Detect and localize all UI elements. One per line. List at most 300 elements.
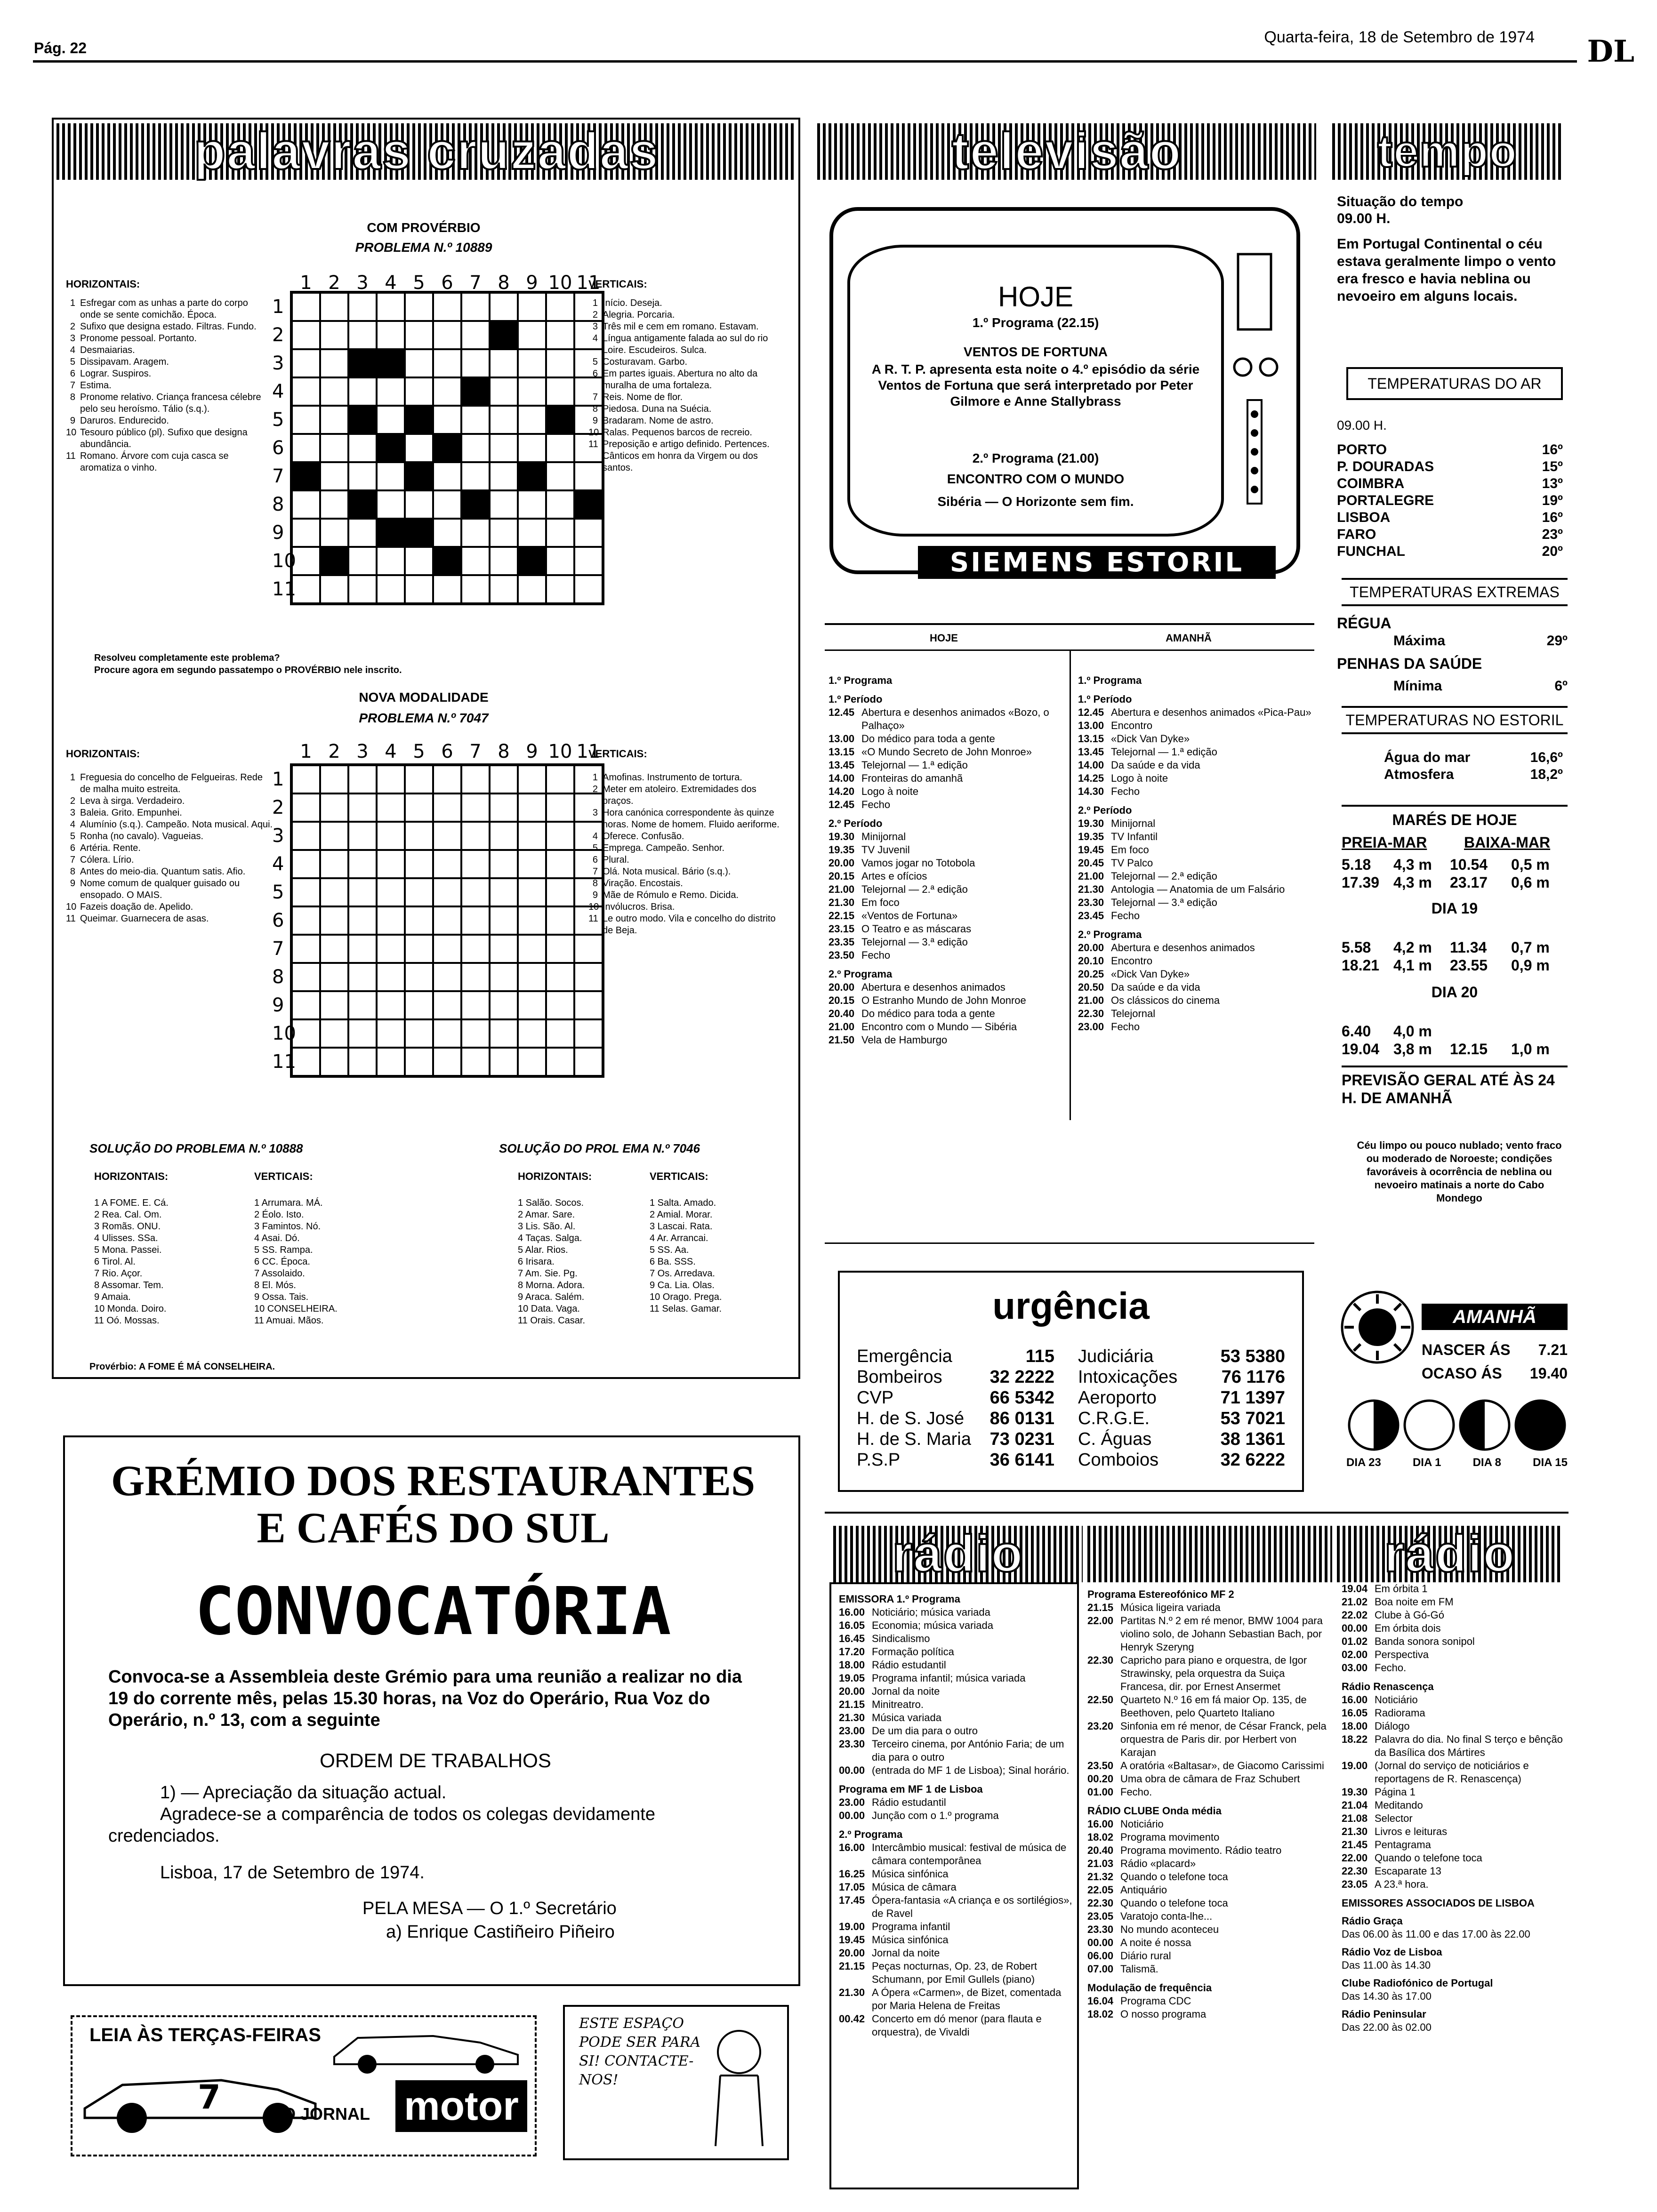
- grid-cell[interactable]: [546, 490, 574, 519]
- grid-cell[interactable]: [320, 406, 348, 434]
- grid-cell[interactable]: [546, 293, 574, 321]
- schedule-item: 19.00 Programa infantil: [839, 1921, 950, 1932]
- grid-cell[interactable]: [405, 575, 433, 603]
- solution-line: 5 Alar. Rios.: [518, 1245, 568, 1255]
- grid-cell[interactable]: [405, 765, 433, 793]
- solution-line: 5 SS. Rampa.: [254, 1245, 313, 1255]
- phone-entry: Intoxicações 76 1176: [1078, 1367, 1285, 1387]
- grid-cell[interactable]: [320, 991, 348, 1019]
- grid-cell[interactable]: [320, 321, 348, 349]
- grid-cell[interactable]: [377, 377, 405, 406]
- grid-cell[interactable]: [546, 765, 574, 793]
- grid-cell[interactable]: [320, 547, 348, 575]
- grid-cell[interactable]: [546, 547, 574, 575]
- grid-cell[interactable]: [405, 906, 433, 935]
- grid-cell[interactable]: [292, 490, 320, 519]
- schedule-heading: 2.º Período: [1078, 804, 1132, 816]
- estoril-agua: Água do mar 16,6º: [1384, 750, 1563, 765]
- grid-cell[interactable]: [518, 490, 546, 519]
- grid-cell[interactable]: [348, 878, 377, 906]
- grid-cell[interactable]: [574, 935, 603, 963]
- grid-cell[interactable]: [292, 293, 320, 321]
- grid-cell[interactable]: [490, 963, 518, 991]
- grid-cell[interactable]: [546, 906, 574, 935]
- solution-line: 10 CONSELHEIRA.: [254, 1304, 338, 1314]
- grid-cell[interactable]: [490, 293, 518, 321]
- grid-cell[interactable]: [292, 406, 320, 434]
- grid-cell[interactable]: [546, 822, 574, 850]
- schedule-item: 20.00 Abertura e desenhos animados: [1078, 942, 1255, 954]
- previsao-rule: [1342, 1066, 1568, 1067]
- grid-cell[interactable]: [320, 575, 348, 603]
- grid-cell[interactable]: [490, 991, 518, 1019]
- grid-cell[interactable]: [518, 1048, 546, 1076]
- grid-cell[interactable]: [433, 490, 461, 519]
- grid-cell[interactable]: [433, 991, 461, 1019]
- grid-cell[interactable]: [292, 462, 320, 490]
- grid-cell[interactable]: [490, 906, 518, 935]
- grid-cell[interactable]: [433, 377, 461, 406]
- estoril-atmosfera: Atmosfera 18,2º: [1384, 767, 1563, 782]
- grid-cell[interactable]: [433, 765, 461, 793]
- grid-cell[interactable]: [405, 1019, 433, 1048]
- grid-cell[interactable]: [320, 850, 348, 878]
- grid-cell[interactable]: [348, 293, 377, 321]
- grid-cell[interactable]: [518, 878, 546, 906]
- grid-cell[interactable]: [518, 519, 546, 547]
- grid-cell[interactable]: [461, 293, 490, 321]
- grid-cell[interactable]: [461, 1048, 490, 1076]
- grid-cell[interactable]: [433, 547, 461, 575]
- grid-cell[interactable]: [518, 434, 546, 462]
- schedule-item: 20.00 Jornal da noite: [839, 1685, 940, 1697]
- grid-cell[interactable]: [433, 293, 461, 321]
- grid-cell[interactable]: [377, 547, 405, 575]
- clue-item: 3 Baleia. Grito. Empunhei.: [70, 808, 182, 818]
- grid-cell[interactable]: [546, 462, 574, 490]
- tide-row: 5.18 4,3 m 10.54 0,5 m: [1342, 856, 1550, 873]
- grid-cell[interactable]: [377, 793, 405, 822]
- grid-cell[interactable]: [433, 935, 461, 963]
- grid-cell[interactable]: [490, 822, 518, 850]
- grid-cell[interactable]: [461, 906, 490, 935]
- schedule-item: 00.42 Concerto em dó menor (para flauta e orquestra), de Vivaldi: [839, 2013, 1042, 2038]
- problem1-verticais: [588, 297, 786, 474]
- grid-cell[interactable]: [546, 1048, 574, 1076]
- grid-cell[interactable]: [405, 434, 433, 462]
- grid-cell[interactable]: [320, 1019, 348, 1048]
- schedule-item: 21.15 Minitreatro.: [839, 1699, 924, 1710]
- grid-cell[interactable]: [348, 406, 377, 434]
- schedule-item: 23.05 A 23.ª hora.: [1342, 1878, 1429, 1890]
- grid-cell[interactable]: [574, 1048, 603, 1076]
- grid-cell[interactable]: [518, 377, 546, 406]
- schedule-item: 22.50 Quarteto N.º 16 em fá maior Op. 135, de Beethoven, pelo Quarteto Italiano: [1087, 1694, 1307, 1719]
- schedule-subheading: Clube Radiofónico de Portugal: [1342, 1977, 1493, 1989]
- solution-line: 4 Ar. Arrancai.: [650, 1233, 708, 1243]
- schedule-item: 23.00 Fecho: [1078, 1021, 1140, 1033]
- grid-cell[interactable]: [433, 321, 461, 349]
- grid-cell[interactable]: [405, 349, 433, 377]
- grid-cell[interactable]: [518, 575, 546, 603]
- grid-cell[interactable]: [377, 765, 405, 793]
- grid-cell[interactable]: [574, 490, 603, 519]
- clue-item: 1 Esfregar com as unhas a parte do corpo onde se sente comichão. Época.: [70, 298, 248, 320]
- temp-ar-time: 09.00 H.: [1337, 418, 1387, 433]
- grid-cell[interactable]: [461, 406, 490, 434]
- grid-cell[interactable]: [546, 935, 574, 963]
- solution-line: 8 El. Mós.: [254, 1280, 296, 1290]
- schedule-item: 22.30 Capricho para piano e orquestra, de Igor Strawinsky, pela orquestra da Suiça Francesa, dir. por Ernest Ansermet: [1087, 1654, 1307, 1692]
- grid-cell[interactable]: [320, 1048, 348, 1076]
- grid-cell[interactable]: [405, 547, 433, 575]
- grid-cell[interactable]: [433, 349, 461, 377]
- grid-cell[interactable]: [320, 519, 348, 547]
- grid-cell[interactable]: [490, 765, 518, 793]
- grid-cell[interactable]: [320, 793, 348, 822]
- grid-cell[interactable]: [490, 434, 518, 462]
- baixa-mar-label: BAIXA-MAR: [1464, 834, 1551, 851]
- clue-item: 7 Reis. Nome de flor.: [592, 392, 683, 402]
- grid-cell[interactable]: [574, 1019, 603, 1048]
- grid-cell[interactable]: [348, 519, 377, 547]
- grid-cell[interactable]: [574, 991, 603, 1019]
- grid-cell[interactable]: [405, 963, 433, 991]
- grid-cell[interactable]: [546, 434, 574, 462]
- grid-cell[interactable]: [292, 963, 320, 991]
- grid-cell[interactable]: [518, 963, 546, 991]
- grid-cell[interactable]: [292, 547, 320, 575]
- grid-cell[interactable]: [433, 793, 461, 822]
- grid-cell[interactable]: [546, 349, 574, 377]
- grid-cell[interactable]: [461, 793, 490, 822]
- gremio-body: Convoca-se a Assembleia deste Grémio para uma reunião a realizar no dia 19 do corrente mês, pelas 15.30 horas, na Voz do Operário, Rua Voz do Operário, n.º 13, com a seguinte: [108, 1667, 742, 1730]
- grid-cell[interactable]: [292, 850, 320, 878]
- solution-line: 9 Ca. Lia. Olas.: [650, 1280, 715, 1290]
- grid-cell[interactable]: [320, 878, 348, 906]
- clue-item: 9 Bradaram. Nome de astro.: [592, 416, 714, 426]
- problem2-grid[interactable]: [290, 763, 604, 1078]
- grid-cell[interactable]: [377, 462, 405, 490]
- grid-cell[interactable]: [518, 822, 546, 850]
- grid-cell[interactable]: [348, 547, 377, 575]
- grid-cell[interactable]: [348, 991, 377, 1019]
- solution1-horizontais: [94, 1197, 245, 1327]
- grid-cell[interactable]: [490, 462, 518, 490]
- grid-cell[interactable]: [292, 793, 320, 822]
- grid-cell[interactable]: [546, 377, 574, 406]
- grid-cell[interactable]: [377, 434, 405, 462]
- grid-cell[interactable]: [320, 490, 348, 519]
- grid-cell[interactable]: [377, 991, 405, 1019]
- grid-cell[interactable]: [518, 850, 546, 878]
- grid-cell[interactable]: [377, 490, 405, 519]
- grid-cell[interactable]: [546, 963, 574, 991]
- grid-cell[interactable]: [348, 793, 377, 822]
- tide-row: 6.40 4,0 m: [1342, 1023, 1432, 1040]
- solution-line: 7 Os. Arredava.: [650, 1268, 715, 1279]
- grid-cell[interactable]: [348, 963, 377, 991]
- grid-cell[interactable]: [490, 547, 518, 575]
- grid-cell[interactable]: [348, 906, 377, 935]
- grid-cell[interactable]: [292, 765, 320, 793]
- grid-cell[interactable]: [320, 434, 348, 462]
- grid-cell[interactable]: [405, 406, 433, 434]
- grid-cell[interactable]: [490, 519, 518, 547]
- solution2-horizontais-label: HORIZONTAIS:: [518, 1170, 592, 1182]
- grid-cell[interactable]: [433, 906, 461, 935]
- grid-cell[interactable]: [461, 547, 490, 575]
- grid-cell[interactable]: [292, 519, 320, 547]
- grid-cell[interactable]: [377, 822, 405, 850]
- clue-item: 8 Antes do meio-dia. Quantum satis. Afio.: [70, 866, 246, 877]
- grid-cell[interactable]: [574, 963, 603, 991]
- schedule-item: 22.00 Quando o telefone toca: [1342, 1852, 1482, 1864]
- grid-cell[interactable]: [518, 547, 546, 575]
- grid-cell[interactable]: [348, 575, 377, 603]
- solution-line: 5 Mona. Passei.: [94, 1245, 162, 1255]
- grid-cell[interactable]: [574, 547, 603, 575]
- grid-cell[interactable]: [490, 1019, 518, 1048]
- grid-cell[interactable]: [348, 321, 377, 349]
- schedule-heading: 2.º Período: [828, 817, 883, 829]
- grid-cell[interactable]: [546, 991, 574, 1019]
- grid-cell[interactable]: [574, 575, 603, 603]
- grid-cell[interactable]: [546, 321, 574, 349]
- mares-dia-20-table: [1342, 1022, 1568, 1058]
- grid-cell[interactable]: [461, 935, 490, 963]
- grid-cell[interactable]: [348, 1048, 377, 1076]
- grid-cell[interactable]: [377, 406, 405, 434]
- grid-cell[interactable]: [546, 850, 574, 878]
- grid-cell[interactable]: [518, 906, 546, 935]
- grid-cell[interactable]: [546, 878, 574, 906]
- grid-cell[interactable]: [546, 519, 574, 547]
- grid-cell[interactable]: [546, 406, 574, 434]
- phone-entry: C.R.G.E. 53 7021: [1078, 1409, 1285, 1428]
- grid-cell[interactable]: [518, 991, 546, 1019]
- grid-cell[interactable]: [490, 575, 518, 603]
- grid-cell[interactable]: [348, 490, 377, 519]
- grid-cell[interactable]: [405, 377, 433, 406]
- grid-cell[interactable]: [348, 462, 377, 490]
- grid-cell[interactable]: [377, 906, 405, 935]
- schedule-item: 19.45 Em foco: [1078, 844, 1149, 856]
- grid-cell[interactable]: [292, 991, 320, 1019]
- grid-cell[interactable]: [377, 1048, 405, 1076]
- grid-cell[interactable]: [292, 935, 320, 963]
- grid-cell[interactable]: [377, 850, 405, 878]
- grid-cell[interactable]: [490, 377, 518, 406]
- grid-cell[interactable]: [490, 793, 518, 822]
- grid-cell[interactable]: [405, 850, 433, 878]
- grid-cell[interactable]: [490, 406, 518, 434]
- radio-renascenca-schedule: [1342, 1582, 1568, 2034]
- urgencia-right-list: [1078, 1346, 1285, 1470]
- grid-cell[interactable]: [461, 519, 490, 547]
- grid-cell[interactable]: [405, 321, 433, 349]
- grid-cell[interactable]: [518, 321, 546, 349]
- grid-cell[interactable]: [490, 490, 518, 519]
- grid-cell[interactable]: [405, 991, 433, 1019]
- grid-cell[interactable]: [377, 321, 405, 349]
- grid-cell[interactable]: [405, 490, 433, 519]
- grid-cell[interactable]: [348, 434, 377, 462]
- grid-cell[interactable]: [433, 850, 461, 878]
- problem2-verticais-label: VERTICAIS:: [588, 748, 647, 760]
- grid-cell[interactable]: [433, 963, 461, 991]
- grid-cell[interactable]: [546, 575, 574, 603]
- grid-cell[interactable]: [348, 349, 377, 377]
- grid-cell[interactable]: [433, 434, 461, 462]
- grid-cell[interactable]: [348, 935, 377, 963]
- grid-cell[interactable]: [518, 293, 546, 321]
- grid-cell[interactable]: [433, 822, 461, 850]
- grid-cell[interactable]: [518, 793, 546, 822]
- grid-cell[interactable]: [461, 377, 490, 406]
- grid-cell[interactable]: [433, 1019, 461, 1048]
- grid-cell[interactable]: [461, 462, 490, 490]
- grid-cell[interactable]: [292, 1048, 320, 1076]
- problem2-col-numbers: 1 2 3 4 5 6 7 8 9 10 11: [300, 741, 601, 762]
- clue-item: 11 Queimar. Guarnecera de asas.: [66, 914, 209, 924]
- solution2-verticais: [650, 1197, 791, 1315]
- grid-cell[interactable]: [320, 293, 348, 321]
- grid-cell[interactable]: [320, 906, 348, 935]
- grid-cell[interactable]: [546, 793, 574, 822]
- moon-day-label: DIA 1: [1412, 1456, 1441, 1469]
- temperature-row: PORTALEGRE 19º: [1337, 493, 1563, 508]
- grid-cell[interactable]: [461, 490, 490, 519]
- grid-cell[interactable]: [405, 793, 433, 822]
- grid-cell[interactable]: [490, 935, 518, 963]
- grid-cell[interactable]: [405, 519, 433, 547]
- grid-cell[interactable]: [518, 349, 546, 377]
- schedule-item: 23.00 De um dia para o outro: [839, 1725, 978, 1737]
- grid-cell[interactable]: [320, 765, 348, 793]
- solution-line: 9 Araca. Salém.: [518, 1292, 585, 1302]
- grid-cell[interactable]: [292, 906, 320, 935]
- grid-cell[interactable]: [377, 878, 405, 906]
- grid-cell[interactable]: [490, 321, 518, 349]
- grid-cell[interactable]: [292, 822, 320, 850]
- grid-cell[interactable]: [433, 878, 461, 906]
- grid-cell[interactable]: [377, 963, 405, 991]
- grid-cell[interactable]: [377, 519, 405, 547]
- header-rule: [33, 60, 1577, 63]
- clue-item: 5 Dissipavam. Aragem.: [70, 357, 169, 367]
- solution-line: 8 Morna. Adora.: [518, 1280, 585, 1290]
- grid-cell[interactable]: [377, 349, 405, 377]
- grid-cell[interactable]: [377, 935, 405, 963]
- grid-cell[interactable]: [348, 822, 377, 850]
- solution-line: 11 Selas. Gamar.: [650, 1304, 722, 1314]
- grid-cell[interactable]: [518, 935, 546, 963]
- grid-cell[interactable]: [377, 293, 405, 321]
- tide-row: 18.21 4,1 m 23.55 0,9 m: [1342, 957, 1550, 974]
- grid-cell[interactable]: [461, 878, 490, 906]
- grid-cell[interactable]: [433, 462, 461, 490]
- grid-cell[interactable]: [433, 1048, 461, 1076]
- solution-line: 10 Monda. Doiro.: [94, 1304, 167, 1314]
- phone-entry: Aeroporto 71 1397: [1078, 1388, 1285, 1408]
- grid-cell[interactable]: [518, 1019, 546, 1048]
- grid-cell[interactable]: [490, 349, 518, 377]
- grid-cell[interactable]: [546, 1019, 574, 1048]
- grid-cell[interactable]: [348, 765, 377, 793]
- grid-cell[interactable]: [320, 822, 348, 850]
- schedule-item: 22.02 Clube à Gó-Gó: [1342, 1609, 1444, 1621]
- grid-cell[interactable]: [292, 878, 320, 906]
- grid-cell[interactable]: [461, 434, 490, 462]
- grid-cell[interactable]: [518, 406, 546, 434]
- moon-phase-days: [1346, 1456, 1568, 1469]
- grid-cell[interactable]: [461, 1019, 490, 1048]
- grid-cell[interactable]: [320, 462, 348, 490]
- grid-cell[interactable]: [292, 349, 320, 377]
- grid-cell[interactable]: [320, 963, 348, 991]
- grid-cell[interactable]: [461, 991, 490, 1019]
- grid-cell[interactable]: [461, 349, 490, 377]
- grid-cell[interactable]: [292, 575, 320, 603]
- grid-cell[interactable]: [461, 765, 490, 793]
- gremio-title-1: GRÉMIO DOS RESTAURANTES: [111, 1457, 756, 1505]
- grid-cell[interactable]: [377, 1019, 405, 1048]
- problem1-grid[interactable]: [290, 291, 604, 605]
- grid-cell[interactable]: [518, 462, 546, 490]
- schedule-item: 06.00 Diário rural: [1087, 1950, 1171, 1962]
- grid-cell[interactable]: [461, 575, 490, 603]
- grid-cell[interactable]: [405, 1048, 433, 1076]
- grid-cell[interactable]: [405, 878, 433, 906]
- grid-cell[interactable]: [320, 349, 348, 377]
- grid-cell[interactable]: [490, 1048, 518, 1076]
- grid-cell[interactable]: [320, 377, 348, 406]
- grid-cell[interactable]: [433, 406, 461, 434]
- grid-cell[interactable]: [348, 850, 377, 878]
- grid-cell[interactable]: [461, 963, 490, 991]
- schedule-item: 22.00 Partitas N.º 2 em ré menor, BMW 1004 para violino solo, de Johann Sebastian Bach, por Henryk Szeryng: [1087, 1615, 1323, 1653]
- schedule-item: 19.35 TV Infantil: [1078, 831, 1158, 842]
- grid-cell[interactable]: [292, 377, 320, 406]
- grid-cell[interactable]: [518, 765, 546, 793]
- grid-cell[interactable]: [574, 519, 603, 547]
- grid-cell[interactable]: [405, 935, 433, 963]
- grid-cell[interactable]: [405, 462, 433, 490]
- grid-cell[interactable]: [320, 935, 348, 963]
- grid-cell[interactable]: [405, 822, 433, 850]
- grid-cell[interactable]: [405, 293, 433, 321]
- grid-cell[interactable]: [461, 321, 490, 349]
- schedule-item: 20.00 Jornal da noite: [839, 1947, 940, 1959]
- grid-cell[interactable]: [461, 822, 490, 850]
- grid-cell[interactable]: [348, 377, 377, 406]
- grid-cell[interactable]: [292, 321, 320, 349]
- clue-item: 3 Hora canónica correspondente às quinze horas. Nome de homem. Fluido aeriforme.: [592, 808, 780, 830]
- grid-cell[interactable]: [433, 575, 461, 603]
- schedule-note: Das 14.30 às 17.00: [1342, 1990, 1432, 2002]
- grid-cell[interactable]: [377, 575, 405, 603]
- grid-cell[interactable]: [490, 850, 518, 878]
- grid-cell[interactable]: [292, 434, 320, 462]
- grid-cell[interactable]: [461, 850, 490, 878]
- grid-cell[interactable]: [348, 1019, 377, 1048]
- schedule-item: 14.20 Logo à noite: [828, 785, 919, 797]
- grid-cell[interactable]: [433, 519, 461, 547]
- grid-cell[interactable]: [292, 1019, 320, 1048]
- schedule-item: 22.30 Escaparate 13: [1342, 1865, 1441, 1877]
- grid-cell[interactable]: [490, 878, 518, 906]
